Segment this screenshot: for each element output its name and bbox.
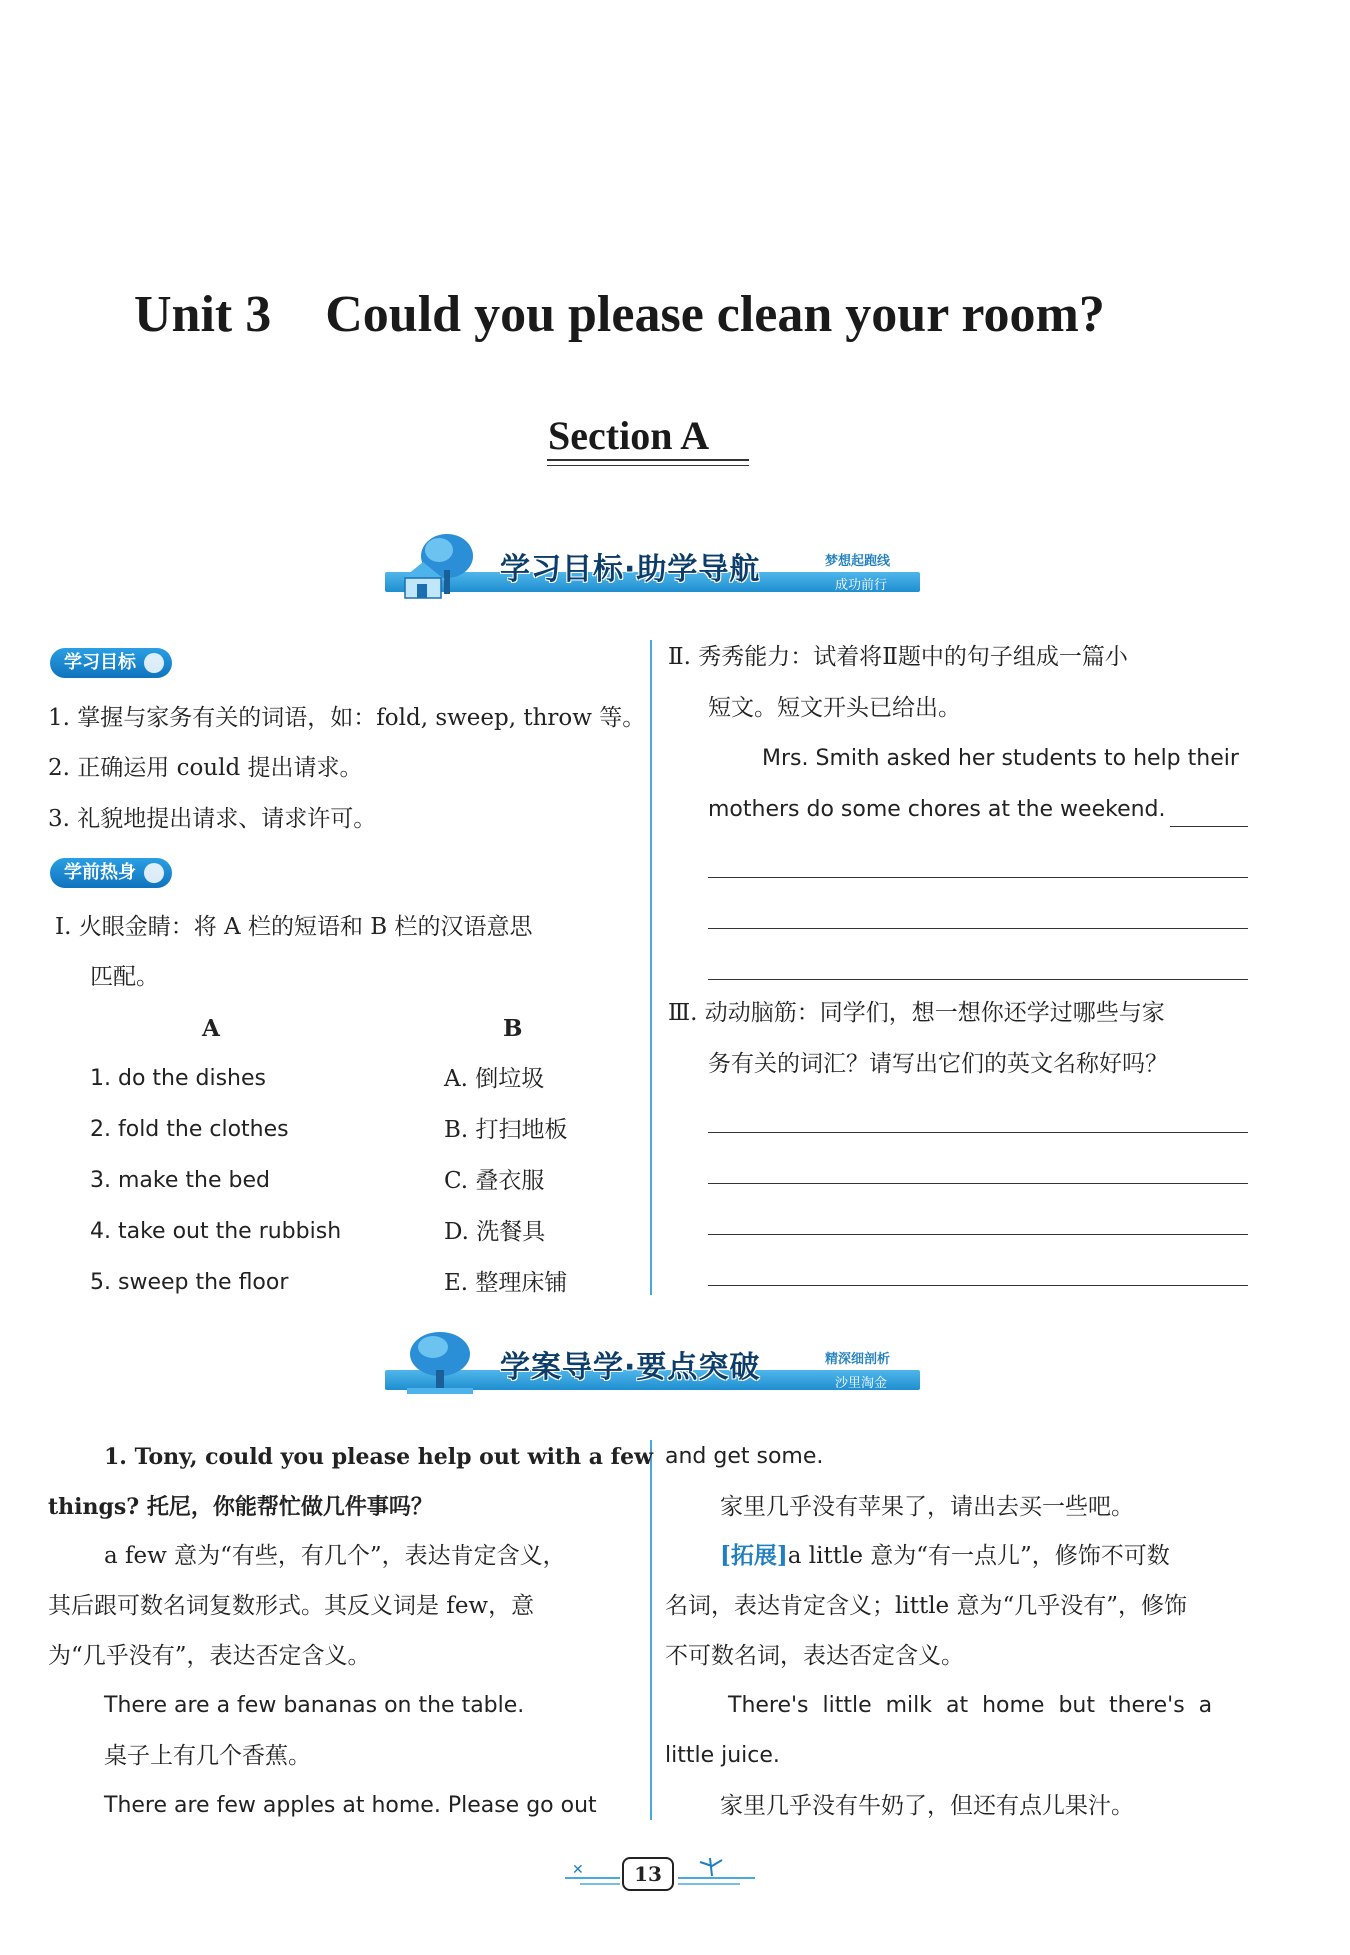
column-b-header: B	[503, 1015, 523, 1042]
question-1-text: Ⅰ. 火眼金睛：将 A 栏的短语和 B 栏的汉语意思	[55, 914, 533, 940]
column-a-header: A	[202, 1015, 220, 1042]
answer-line[interactable]	[708, 1132, 1248, 1133]
section-underline-thin	[547, 465, 749, 466]
extension-paragraph: 不可数名词，表达否定含义。	[665, 1643, 964, 1669]
goal-item: 2. 正确运用 could 提出请求。	[48, 755, 363, 781]
banner-subtitle-top: 精深细剖析	[825, 1352, 891, 1367]
meaning-b: D. 洗餐具	[444, 1219, 546, 1245]
banner-key-points	[385, 1330, 925, 1410]
example-translation: 家里几乎没有牛奶了，但还有点儿果汁。	[720, 1793, 1134, 1819]
phrase-a: 4. take out the rubbish	[90, 1219, 342, 1244]
example-sentence: There's little milk at home but there's a	[728, 1693, 1213, 1718]
point-1-paragraph: a few 意为“有些，有几个”，表达肯定含义，	[104, 1543, 566, 1569]
goal-item: 1. 掌握与家务有关的词语，如：fold, sweep, throw 等。	[48, 705, 646, 731]
banner-title: 学案导学·要点突破	[500, 1350, 761, 1385]
tree-house-icon	[395, 532, 485, 604]
phrase-a: 1. do the dishes	[90, 1066, 266, 1091]
question-3-text: Ⅲ. 动动脑筋：同学们，想一想你还学过哪些与家	[668, 1000, 1165, 1026]
phrase-a: 2. fold the clothes	[90, 1117, 289, 1142]
phrase-a: 5. sweep the floor	[90, 1270, 289, 1295]
meaning-b: B. 打扫地板	[444, 1117, 568, 1143]
tree-icon	[395, 1330, 485, 1402]
section-underline	[547, 459, 749, 461]
example-sentence: little juice.	[665, 1743, 780, 1768]
extension-paragraph: 名词，表达肯定含义；little 意为“几乎没有”，修饰	[665, 1593, 1187, 1619]
answer-line[interactable]	[708, 1234, 1248, 1235]
answer-line[interactable]	[708, 877, 1248, 878]
question-2-text: 短文。短文开头已给出。	[708, 695, 961, 721]
phrase-a: 3. make the bed	[90, 1168, 270, 1193]
section-title: Section A	[548, 413, 710, 458]
svg-text:✕: ✕	[572, 1862, 584, 1878]
banner-learning-goals	[385, 532, 925, 612]
column-divider	[650, 640, 652, 1295]
point-1-paragraph: 为“几乎没有”，表达否定含义。	[48, 1643, 371, 1669]
example-sentence: There are a few bananas on the table.	[104, 1693, 525, 1718]
answer-line[interactable]	[708, 1285, 1248, 1286]
point-1-heading: 1. Tony, could you please help out with a few	[104, 1444, 654, 1470]
column-divider	[650, 1440, 652, 1820]
question-3-text: 务有关的词汇？请写出它们的英文名称好吗？	[708, 1051, 1168, 1077]
banner-subtitle-bottom: 沙里淘金	[835, 1376, 888, 1391]
extension-tag: [拓展]	[720, 1542, 788, 1569]
meaning-b: E. 整理床铺	[444, 1270, 568, 1296]
extension-paragraph	[720, 1541, 1170, 1571]
banner-title: 学习目标·助学导航	[500, 552, 761, 587]
example-translation: 桌子上有几个香蕉。	[104, 1743, 311, 1769]
question-1-text: 匹配。	[90, 964, 159, 990]
example-translation: 家里几乎没有苹果了，请出去买一些吧。	[720, 1494, 1134, 1520]
warmup-tag: 学前热身	[50, 858, 172, 888]
answer-line[interactable]	[1170, 826, 1248, 827]
meaning-b: C. 叠衣服	[444, 1168, 545, 1194]
unit-title-text: Could you please clean your room?	[325, 286, 1105, 343]
question-2-passage: mothers do some chores at the weekend.	[708, 797, 1166, 822]
goals-tag: 学习目标	[50, 648, 172, 678]
example-sentence: There are few apples at home. Please go out	[104, 1793, 597, 1818]
answer-line[interactable]	[708, 979, 1248, 980]
banner-subtitle-top: 梦想起跑线	[825, 554, 891, 569]
goal-item: 3. 礼貌地提出请求、请求许可。	[48, 806, 377, 832]
answer-line[interactable]	[708, 1183, 1248, 1184]
extension-text: a little 意为“有一点儿”，修饰不可数	[787, 1543, 1170, 1569]
point-1-heading: things? 托尼，你能帮忙做几件事吗？	[48, 1494, 433, 1520]
unit-title	[134, 285, 1234, 344]
question-2-text: Ⅱ. 秀秀能力：试着将Ⅱ题中的句子组成一篇小	[668, 644, 1128, 670]
question-2-passage: Mrs. Smith asked her students to help their	[762, 746, 1239, 771]
unit-label: Unit 3	[134, 286, 272, 343]
page-number: 13	[622, 1857, 674, 1891]
answer-line[interactable]	[708, 928, 1248, 929]
meaning-b: A. 倒垃圾	[444, 1066, 545, 1092]
banner-subtitle-bottom: 成功前行	[835, 578, 888, 593]
example-sentence: and get some.	[665, 1444, 824, 1469]
point-1-paragraph: 其后跟可数名词复数形式。其反义词是 few，意	[48, 1593, 535, 1619]
